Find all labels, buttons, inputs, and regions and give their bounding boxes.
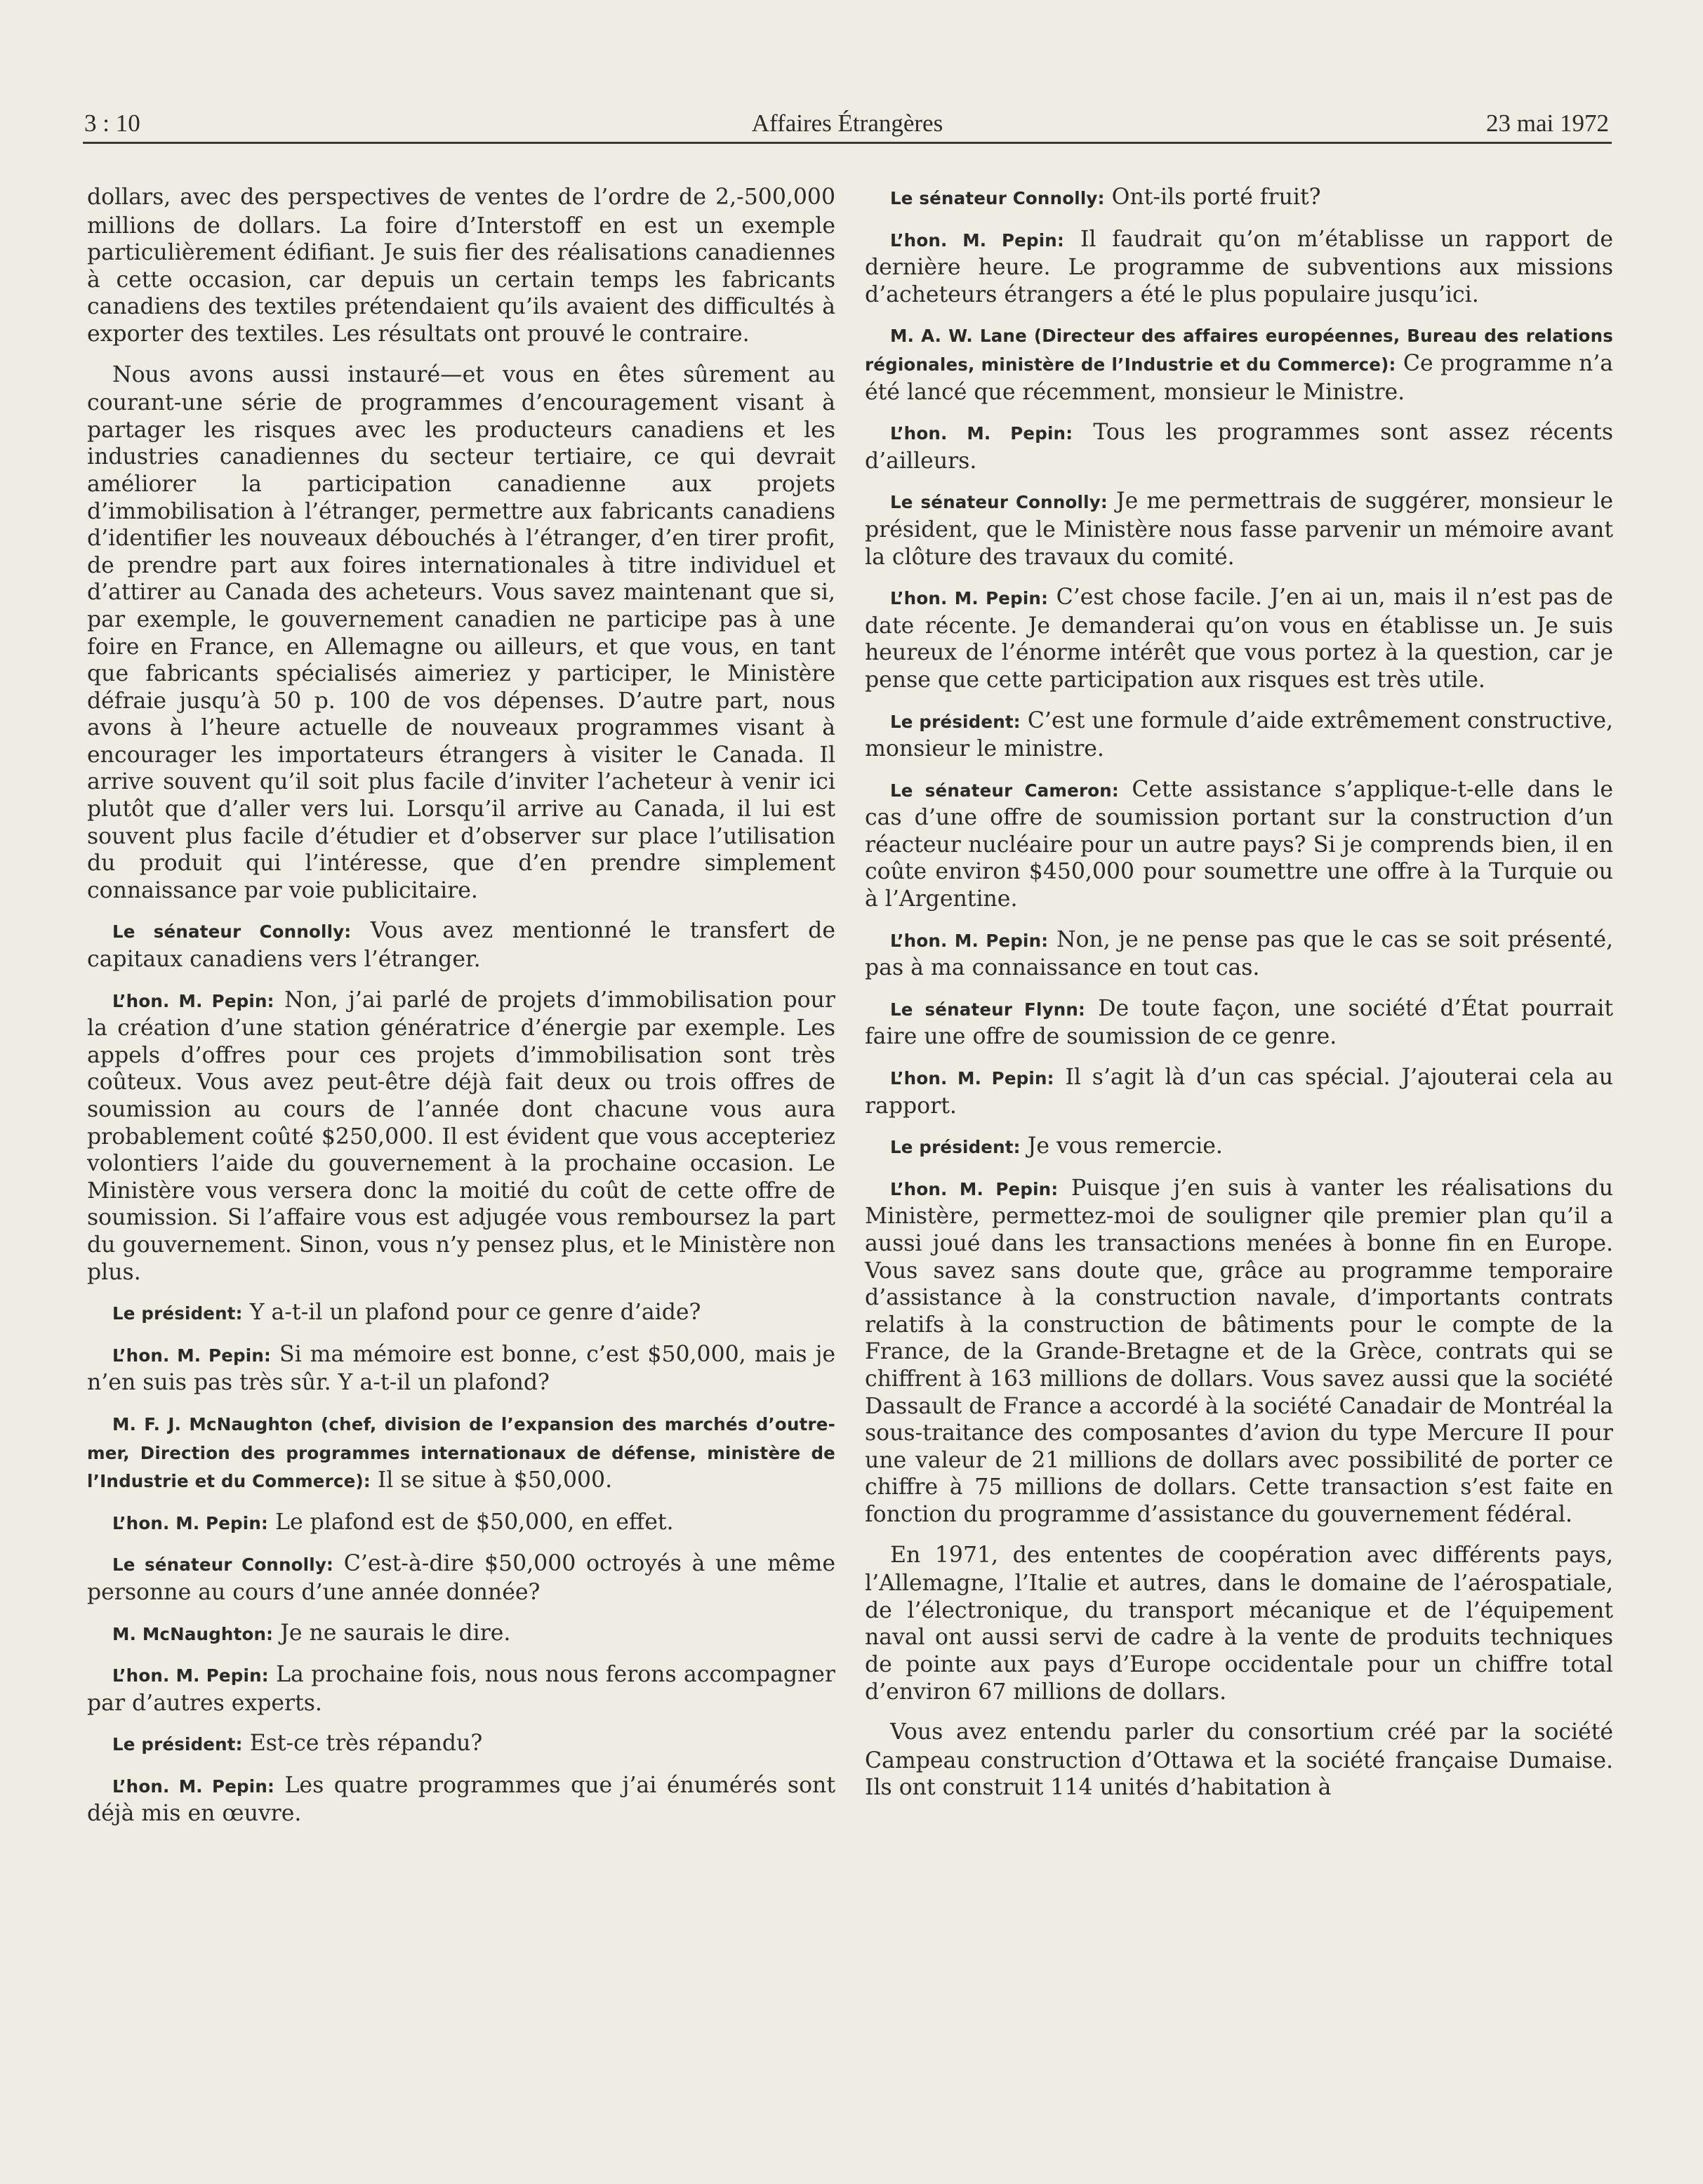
paragraph-text: Est-ce très répandu? [249,1731,483,1757]
page-header [83,107,1612,144]
paragraph-text: Il s’agit là d’un cas spécial. J’ajouterai cela au rapport. [865,1065,1613,1119]
running-title: Affaires Étrangères [751,109,943,137]
paragraph-text: Si ma mémoire est bonne, c’est $50,000, mais je n’en suis pas très sûr. Y a-t-il un plafond? [87,1341,836,1396]
paragraph [865,707,1613,763]
paragraph [865,584,1613,693]
paragraph-text: C’est une formule d’aide extrêmement constructive, monsieur le ministre. [865,707,1614,762]
paragraph [87,917,835,973]
paragraph-text: dollars, avec des perspectives de ventes de l’ordre de 2,-500,000 millions de dollars. La foire d’Interstoff en est un exemple particulièrement édifiant. Je suis fier des réalisations canadiennes à cette occasion, car depuis un certain temps les fabricants canadiens des textiles prétendaient qu’ils avaient des difficultés à exporter des textiles. Les résultats ont prouvé le contraire. [87,185,835,347]
speaker-label: L’hon. M. Pepin: [112,1512,269,1533]
paragraph [865,419,1613,474]
speaker-label: Le sénateur Cameron: [890,780,1119,801]
session-date: 23 mai 1972 [1486,109,1609,137]
paragraph-text: En 1971, des ententes de coopération avec différents pays, l’Allemagne, l’Italie et autres, dans le domaine de l’aérospatiale, de l’électronique, du transport mécanique et de l’équipement naval ont aussi servi de cadre à la vente de produits techniques de pointe aux pays d’Europe occidentale pour un chiffre total d’environ 67 millions de dollars. [865,1542,1613,1705]
paragraph [87,1772,835,1827]
paragraph [865,184,1613,213]
paragraph [865,1175,1613,1529]
paragraph-text: Puisque j’en suis à vanter les réalisations du Ministère, permettez-moi de souligner qile premier plan qu’il a aussi joué dans les transactions menées à bonne fin en Europe. Vous savez sans doute que, grâce au programme temporaire d’assistance à la construction navale, d’importants contrats relatifs à la construction de bâtiments pour le compte de la France, de la Grande-Bretagne et de la Grèce, contrats qui se chiffrent à 163 millions de dollars. Vous savez aussi que la société Dassault de France a accordé à la société Canadair de Montréal la sous-traitance des composantes d’avion du type Mercure II pour une valeur de 21 millions de dollars avec possibilité de porter ce chiffre à 75 millions de dollars. Cette transaction s’est faite en fonction du programme d’assistance du gouvernement fédéral. [865,1175,1613,1527]
speaker-label: Le sénateur Connolly: [890,188,1105,208]
paragraph-text: Je ne saurais le dire. [280,1620,511,1646]
paragraph-text: De toute façon, une société d’État pourrait faire une offre de soumission de ce genre. [865,995,1613,1050]
speaker-label: L’hon. M. Pepin: [890,423,1073,444]
speaker-label: Le sénateur Connolly: [112,921,352,943]
speaker-label: M. McNaughton: [112,1623,274,1644]
paragraph [865,226,1613,309]
speaker-label: Le président: [112,1734,243,1755]
paragraph-text: Vous avez entendu parler du consortium créé par la société Campeau construction d’Ottawa et la société française Dumaise. Ils ont construit 114 unités d’habitation à [865,1719,1613,1801]
paragraph [865,776,1613,913]
paragraph [865,1719,1613,1802]
paragraph-text: Les quatre programmes que j’ai énumérés sont déjà mis en œuvre. [87,1772,835,1827]
right-column [865,184,1613,1815]
paragraph [865,995,1613,1051]
speaker-label: Le président: [890,1137,1021,1158]
paragraph [87,1730,835,1759]
paragraph-text: Nous avons aussi instauré—et vous en êtes sûrement au courant-une série de programmes d’encouragement visant à partager les risques avec les producteurs canadiens et les industries canadiennes du secteur tertiaire, ce qui devrait améliorer la participation canadienne aux projets d’immobilisation à l’étranger, permettre aux fabricants canadiens d’identifier les nouveaux débouchés à l’étranger, d’en tirer profit, de prendre part aux foires internationales à titre individuel et d’attirer au Canada des acheteurs. Vous savez maintenant que si, par exemple, le gouvernement canadien ne participe pas à une foire en France, en Allemagne ou ailleurs, et que vous, en tant que fabricants spécialisés aimeriez y participer, le Ministère défraie jusqu’à 50 p. 100 de vos dépenses. D’autre part, nous avons à l’heure actuelle de nouveaux programmes visant à encourager les importateurs étrangers à visiter le Canada. Il arrive souvent qu’il soit plus facile d’inviter l’acheteur à venir ici plutôt que d’aller vers lui. Lorsqu’il arrive au Canada, il lui est souvent plus facile d’étudier et d’observer sur place l’utilisation du produit qui l’intéresse, que d’en prendre simplement connaissance par voie publicitaire. [87,361,835,903]
paragraph-text: Tous les programmes sont assez récents d’ailleurs. [865,420,1613,474]
paragraph-text: C’est chose facile. J’en ai un, mais il n’est pas de date récente. Je demanderai qu’on vous en établisse un. Je suis heureux de l’énorme intérêt que vous portez à la question, car je pense que cette participation aux risques est très utile. [865,585,1613,693]
speaker-label: L’hon. M. Pepin: [890,588,1049,609]
speaker-label: Le sénateur Flynn: [890,999,1086,1020]
paragraph-text: Il faudrait qu’on m’établisse un rapport de dernière heure. Le programme de subventions aux missions d’acheteurs étrangers a été le plus populaire jusqu’ici. [865,226,1613,307]
paragraph [865,1064,1613,1119]
paragraph [87,1550,835,1606]
paragraph [87,1620,835,1649]
speaker-label: L’hon. M. Pepin: [890,229,1064,251]
paragraph [87,1410,835,1496]
paragraph [865,321,1613,406]
paragraph [87,184,835,348]
paragraph-text: La prochaine fois, nous nous ferons accompagner par d’autres experts. [87,1662,835,1716]
speaker-label: Le président: [112,1303,243,1324]
paragraph [87,1299,835,1328]
paragraph-text: C’est-à-dire $50,000 octroyés à une même personne au cours d’une année donnée? [87,1551,836,1605]
paragraph [87,1509,835,1538]
paragraph [865,1542,1613,1706]
paragraph-text: Il se situe à $50,000. [377,1467,613,1493]
paragraph [87,361,835,905]
paragraph-text: Je me permettrais de suggérer, monsieur le président, que le Ministère nous fasse parvenir un mémoire avant la clôture des travaux du comité. [865,488,1613,570]
paragraph-text: Cette assistance s’applique-t-elle dans le cas d’une offre de soumission portant sur la construction d’un réacteur nucléaire pour un autre pays? Si je comprends bien, il en coûte environ $450,000 pour soumettre une offre à la Turquie ou à l’Argentine. [865,776,1613,912]
paragraph-text: Y a-t-il un plafond pour ce genre d’aide? [249,1300,701,1326]
paragraph-text: Ont-ils porté fruit? [1111,185,1321,210]
speaker-label: M. A. W. Lane (Directeur des affaires européennes, Bureau des relations régionales, ministère de l’Industrie et du Commerce): [865,326,1613,375]
speaker-label: M. F. J. McNaughton (chef, division de l’expansion des marchés d’outre-mer, Direction des programmes internationaux de défense, ministère de l’Industrie et du Commerce): [87,1413,835,1492]
speaker-label: L’hon. M. Pepin: [890,930,1049,951]
paragraph [865,1133,1613,1161]
speaker-label: Le sénateur Connolly: [890,492,1108,513]
paragraph-text: Je vous remercie. [1027,1133,1223,1159]
speaker-label: L’hon. M. Pepin: [112,990,274,1011]
speaker-label: L’hon. M. Pepin: [112,1665,269,1686]
paragraph [87,987,835,1286]
paragraph-text: Non, j’ai parlé de projets d’immobilisation pour la création d’une station génératrice d’énergie par exemple. Les appels d’offres pour ces projets d’immobilisation sont très coûteux. Vous avez peut-être déjà fait deux ou trois offres de soumission au cours de l’année dont chacune vous aura probablement coûté $250,000. Il est évident que vous accepteriez volontiers l’aide du gouvernement à la prochaine occasion. Le Ministère vous versera donc la moitié du coût de cette offre de soumission. Si l’affaire vous est adjugée vous remboursez la part du gouvernement. Sinon, vous n’y pensez plus, et le Ministère non plus. [87,987,835,1285]
speaker-label: Le président: [890,711,1021,732]
paragraph [865,926,1613,982]
speaker-label: L’hon. M. Pepin: [112,1776,274,1797]
paragraph-text: Le plafond est de $50,000, en effet. [275,1509,674,1535]
paragraph-text: Vous avez mentionné le transfert de capitaux canadiens vers l’étranger. [87,918,835,973]
page-number: 3 : 10 [84,109,140,137]
left-column [87,184,835,1841]
paragraph [87,1661,835,1717]
paragraph [87,1341,835,1397]
speaker-label: Le sénateur Connolly: [112,1554,333,1576]
speaker-label: L’hon. M. Pepin: [890,1178,1059,1199]
speaker-label: L’hon. M. Pepin: [112,1345,271,1366]
paragraph [865,488,1613,571]
speaker-label: L’hon. M. Pepin: [890,1068,1054,1089]
paragraph-text: Ce programme n’a été lancé que récemment, monsieur le Ministre. [865,350,1614,405]
paragraph-text: Non, je ne pense pas que le cas se soit présenté, pas à ma connaissance en tout cas. [865,926,1613,981]
